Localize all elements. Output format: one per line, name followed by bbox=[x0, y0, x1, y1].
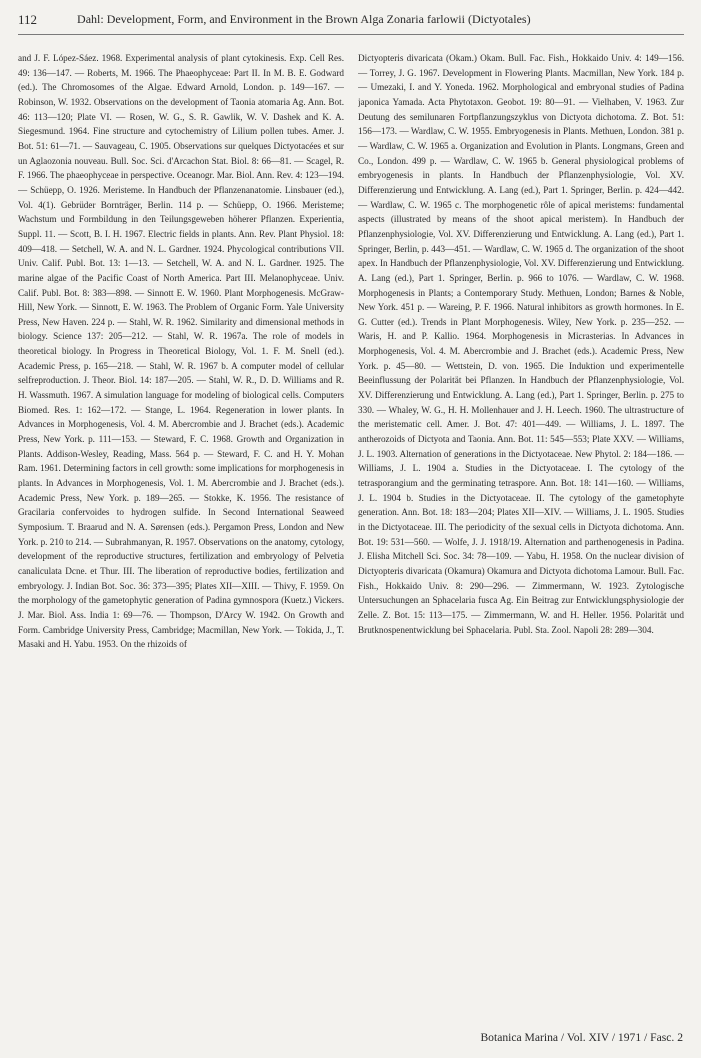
page-header bbox=[18, 12, 684, 35]
references-column-left bbox=[18, 51, 344, 971]
page-number: 112 bbox=[18, 12, 38, 27]
running-title: Dahl: Development, Form, and Environment in the Brown Alga Zonaria farlowii (Dictyotales) bbox=[77, 12, 531, 26]
journal-footer: Botanica Marina / Vol. XIV / 1971 / Fasc. 2 bbox=[480, 1031, 683, 1044]
references-column-right bbox=[358, 51, 684, 971]
references-text-left: and J. F. López-Sáez. 1968. Experimental analysis of plant cytokinesis. Exp. Cell Res. 49: 136—147. — Roberts, M. 1966. The Phaeophyceae: Part II. In M. B. E. Godward (ed.). The Chromosomes of the Algae. Edward Arnold, London. p. 149—167. — Robinson, W. 1932. Observations on the development of Taonia atomaria Ag. Ann. Bot. 46: 113—120; Plate VI. — Rosen, W. G., S. R. Gawlik, W. V. Dashek and K. A. Siegesmund. 1964. Fine structure and cytochemistry of Lilium pollen tubes. Amer. J. Bot. 51: 61—71. — Sauvageau, C. 1905. Observations sur quelques Dictyotacées et sur un Aglaozonia nouveau. Bull. Soc. Sci. d'Arcachon Stat. Biol. 8: 66—81. — Scagel, R. F. 1966. The phaeophyceae in perspective. Oceanogr. Mar. Biol. Ann. Rev. 4: 123—194. — Schüepp, O. 1926. Meristeme. In Handbuch der Pflanzenanatomie. Linsbauer (ed.), Vol. 4(1). Gebrüder Bornträger, Berlin. 114 p. — Schüepp, O. 1966. Meristeme; Wachstum und Formbildung in den Teilungsgeweben höherer Pflanzen. Experientia, Suppl. 11. — Scott, B. I. H. 1967. Electric fields in plants. Ann. Rev. Plant Physiol. 18: 409—418. — Setchell, W. A. and N. L. Gardner. 1924. Phycological contributions VII. Univ. Calif. Publ. Bot. 13: 1—13. — Setchell, W. A. and N. L. Gardner. 1925. The marine algae of the Pacific Coast of North America. Part III. Melanophyceae. Univ. Calif. Publ. Bot. 8: 383—898. — Sinnott E. W. 1960. Plant Morphogenesis. McGraw-Hill, New York. — Sinnott, E. W. 1963. The Problem of Organic Form. Yale University Press, New Haven. 224 p. — Stahl, W. R. 1962. Similarity and dimensional methods in biology. Science 137: 205—212. — Stahl, W. R. 1967a. The role of models in theoretical biology. In Progress in Theoretical Biology, Vol. 1. F. M. Snell (ed.). Academic Press, p. 165—218. — Stahl, W. R. 1967 b. A computer model of cellular selfreproduction. J. Theor. Biol. 14: 187—205. — Stahl, W. R., D. D. Williams and R. H. Wassmuth. 1967. A simulation language for modeling of biological cells. Computers Biomed. Res. 1: 162—172. — Stange, L. 1964. Regeneration in lower plants. In Advances in Morphogenesis, Vol. 4. M. Abercrombie and J. Brachet (eds.). Academic Press, New York. p. 111—153. — Steward, F. C. 1968. Growth and Organization in Plants. Addison-Wesley, Reading, Mass. 564 p. — Steward, F. C. and H. Y. Mohan Ram. 1961. Determining factors in cell growth: some implications for morphogenesis in plants. In Advances in Morphogenesis, Vol. 1. M. Abercrombie and J. Brachet (eds.). Academic Press, New York. p. 189—265. — Stokke, K. 1956. The resistance of Gracilaria confervoides to hydrogen sulfide. In Second International Seaweed Symposium. T. Braarud and N. A. Sørensen (eds.). Pergamon Press, London and New York. p. 210 to 214. — Subrahmanyan, R. 1957. Observations on the anatomy, cytology, development of the reproductive structures, fertilization and embryology of Pelvetia canaliculata Dcne. et Thur. III. The liberation of reproductive bodies, fertilization and embryology. J. Indian Bot. Soc. 36: 373—395; Plates XII—XIII. — Thivy, F. 1959. On the morphology of the gametophytic generation of Padina gymnospora (Kuetz.) Vickers. J. Mar. Biol. Ass. India 1: 69—76. — Thompson, D'Arcy W. 1942. On Growth and Form. Cambridge University Press, Cambridge; Macmillan, New York. — Tokida, J., T. Masaki and H. Yabu. 1953. On the rhizoids of bbox=[18, 53, 344, 650]
references-text-right: Dictyopteris divaricata (Okam.) Okam. Bull. Fac. Fish., Hokkaido Univ. 4: 149—156. — Torrey, J. G. 1967. Development in Flowering Plants. Macmillan, New York. 184 p. — Umezaki, I. and Y. Yoneda. 1962. Morphological and embryonal studies of Padina japonica Yamada. Acta Phytotaxon. Geobot. 19: 80—91. — Vielhaben, V. 1963. Zur Deutung des semilunaren Fortpflanzungszyklus von Dictyota dichotoma. Z. Bot. 51: 156—173. — Wardlaw, C. W. 1955. Embryogenesis in Plants. Methuen, London. 381 p. — Wardlaw, C. W. 1965 a. Organization and Evolution in Plants. Longmans, Green and Co., London. 499 p. — Wardlaw, C. W. 1965 b. General physiological problems of embryogenesis in plants. In Handbuch der Pflanzenphysiologie, Vol. XV. Differenzierung und Entwicklung. A. Lang (ed.), Part 1. Springer, Berlin. p. 424—442. — Wardlaw, C. W. 1965 c. The morphogenetic rôle of apical meristems: fundamental aspects (illustrated by means of the shoot apical meristem). In Handbuch der Pflanzenphysiologie, Vol. XV. Differenzierung und Entwicklung. A. Lang (ed.), Part 1. Springer, Berlin, p. 443—451. — Wardlaw, C. W. 1965 d. The organization of the shoot apex. In Handbuch der Pflanzenphysiologie, Vol. XV. Differenzierung und Entwicklung. A. Lang (ed.), Part 1. Springer, Berlin. p. 966 to 1076. — Wardlaw, C. W. 1968. Morphogenesis in Plants; a Contemporary Study. Methuen, London; Barnes & Noble, New York. 451 p. — Wareing, P. F. 1966. Natural inhibitors as growth hormones. In E. G. Cutter (ed.). Trends in Plant Morphogenesis. Wiley, New York. p. 235—252. — Waris, H. and P. Kallio. 1964. Morphogenesis in Micrasterias. In Advances in Morphogenesis, Vol. 4. M. Abercrombie and J. Brachet (eds.). Academic Press, New York. p. 45—80. — Wettstein, D. von. 1965. Die Induktion und experimentelle Beeinflussung der Polarität bei Pflanzen. In Handbuch der Pflanzenphysiologie, Vol. XV. Differenzierung und Entwicklung. A. Lang (ed.), Part 1. Springer, Berlin. p. 275 to 330. — Whaley, W. G., H. H. Mollenhauer and J. H. Leech. 1960. The ultrastructure of the meristematic cell. Amer. J. Bot. 47: 401—449. — Williams, J. L. 1897. The antherozoids of Dictyota and Taonia. Ann. Bot. 11: 545—553; Plate XXV. — Williams, J. L. 1903. Alternation of generations in the Dictyotaceae. New Phytol. 2: 184—186. — Williams, J. L. 1904 a. Studies in the Dictyotaceae. I. The cytology of the tetrasporangium and the germinating tetraspore. Ann. Bot. 18: 141—160. — Williams, J. L. 1904 b. Studies in the Dictyotaceae. II. The cytology of the gametophyte generation. Ann. Bot. 18: 183—204; Plates XII—XIV. — Williams, J. L. 1905. Studies in the Dictyotaceae. III. The periodicity of the sexual cells in Dictyota dichotoma. Ann. Bot. 19: 531—560. — Wolfe, J. J. 1918/19. Alternation and parthenogenesis in Padina. J. Elisha Mitchell Sci. Soc. 34: 78—109. — Yabu, H. 1958. On the nuclear division of Dictyopteris divaricata (Okamura) Okamura and Dictyota dichotoma Lamour. Bull. Fac. Fish., Hokkaido Univ. 8: 290—296. — Zimmermann, W. 1923. Zytologische Untersuchungen an Sphacelaria fusca Ag. Ein Beitrag zur Entwicklungsphysiologie der Zelle. Z. Bot. 15: 113—175. — Zimmermann, W. and H. Heller. 1956. Polarität und Brutknospenentwicklung bei Sphacelaria. Publ. Sta. Zool. Napoli 28: 289—304. bbox=[358, 53, 684, 635]
